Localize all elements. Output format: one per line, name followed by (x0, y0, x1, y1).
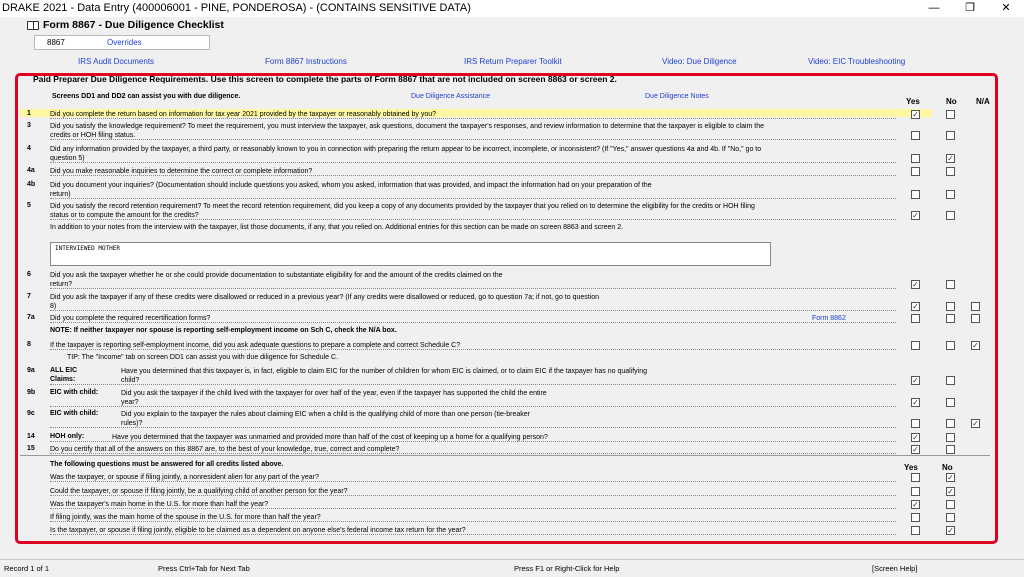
question-line: year? (121, 399, 139, 406)
question-number: 8 (27, 341, 31, 348)
leader-dots (50, 288, 896, 289)
question-number: 6 (27, 271, 31, 278)
checkbox-no[interactable] (946, 131, 955, 140)
leader-dots (50, 118, 896, 119)
leader-dots (50, 508, 896, 509)
question-line: Have you determined that this taxpayer is, in fact, eligible to claim EIC for the number of children for whom EIC is claimed, or to claim EIC if the taxpayer has no qualifying (121, 368, 648, 375)
question-number: 15 (27, 445, 35, 452)
checkbox-no[interactable] (946, 341, 955, 350)
question-line: rules)? (121, 420, 143, 427)
status-screen-help[interactable]: [Screen Help] (872, 564, 918, 573)
question-line: Did you ask the taxpayer if the child lived with the taxpayer for over half of the year, even if the taxpayer has supported the child the entire (121, 390, 547, 397)
checkbox-na[interactable]: ✓ (972, 341, 979, 350)
status-help: Press F1 or Right-Click for Help (514, 564, 620, 573)
question-line: Did you document your inquiries? (Documentation should include questions you asked, whom you asked, information that was provided, and impact the information had on your preparation of the (50, 182, 652, 189)
leader-dots (50, 453, 896, 454)
status-record: Record 1 of 1 (4, 564, 50, 573)
question-number: 7a (27, 314, 35, 321)
question-line: Did you complete the required recertification forms? (50, 315, 211, 322)
checkbox-no[interactable] (946, 167, 955, 176)
question-line: Have you determined that the taxpayer was unmarried and provided more than half of the cost of keeping up a home for a qualifying person? (112, 434, 548, 441)
question-number: 7 (27, 293, 31, 300)
leader-dots (50, 495, 896, 496)
question-number: 9c (27, 410, 35, 417)
leader-dots (50, 162, 896, 163)
leader-dots (50, 406, 896, 407)
label-hoh-only: HOH only: (50, 433, 85, 440)
q5-note: In addition to your notes from the interview with the taxpayer, list those documents, if any, that you relied on. Additional entries for this section can be made on screen 8863 and screen 2. (50, 224, 624, 231)
checkbox-yes[interactable] (911, 513, 920, 522)
link-irs-audit-documents[interactable]: IRS Audit Documents (78, 57, 155, 66)
checkbox-na[interactable] (971, 314, 980, 323)
leader-dots (50, 534, 896, 535)
checkbox-no[interactable] (946, 302, 955, 311)
checkbox-yes[interactable] (911, 314, 920, 323)
link-video-eic-troubleshooting[interactable]: Video: EIC Troubleshooting (808, 57, 906, 66)
checkbox-no[interactable] (946, 211, 955, 220)
question-number: 3 (27, 122, 31, 129)
question-line: Did you satisfy the knowledge requirement? To meet the requirement, you must interview the taxpayer, ask questions, document the taxpayer's responses, and review information to determine that the taxpayer is eligible to claim the (50, 123, 765, 130)
form-header (27, 19, 224, 31)
question-line: Did any information provided by the taxpayer, a third party, or reasonably known to you in connection with preparing the return appear to be incorrect, incomplete, or inconsistent? (If "Yes," answer questions 4a and 4b. If "No," go to (50, 146, 762, 153)
checkbox-yes[interactable] (911, 131, 920, 140)
question-line: If the taxpayer is reporting self-employment income, did you ask adequate questions to prepare a complete and correct Schedule C? (50, 342, 461, 349)
checkbox-yes[interactable]: ✓ (912, 376, 919, 385)
bottom-col-yes: Yes (904, 463, 918, 472)
checkbox-no[interactable] (946, 433, 955, 442)
bottom-question-text: Is the taxpayer, or spouse if filing jointly, eligible to be claimed as a dependent on anyone else's federal income tax return for the year? (50, 527, 466, 534)
question-line: status or to compute the amount for the credits? (50, 212, 199, 219)
bottom-col-no: No (942, 463, 953, 472)
link-video-due-diligence[interactable]: Video: Due Diligence (662, 57, 737, 66)
checkbox-no[interactable]: ✓ (947, 473, 954, 482)
checkbox-yes[interactable]: ✓ (912, 110, 919, 119)
question-line: question 5) (50, 155, 85, 162)
checkbox-na[interactable] (971, 302, 980, 311)
minimize-button[interactable]: — (928, 2, 940, 14)
checkbox-no[interactable] (946, 280, 955, 289)
checkbox-no[interactable] (946, 376, 955, 385)
checkbox-no[interactable]: ✓ (947, 526, 954, 535)
bottom-question-text: If filing jointly, was the main home of the spouse in the U.S. for more than half the year? (50, 514, 321, 521)
question-line: credits or HOH filing status. (50, 132, 136, 139)
book-icon (27, 21, 39, 30)
leader-dots (50, 175, 896, 176)
question-line: Did you complete the return based on information for tax year 2021 provided by the taxpayer or reasonably obtained by you? (50, 111, 437, 118)
question-number: 14 (27, 433, 35, 440)
leader-dots (50, 441, 896, 442)
bottom-question-text: Could the taxpayer, or spouse if filing jointly, be a qualifying child of another person for the year? (50, 488, 348, 495)
question-line: Did you explain to the taxpayer the rules about claiming EIC when a child is the qualifying child of more than one person (tie-breaker (121, 411, 530, 418)
checkbox-no[interactable] (946, 500, 955, 509)
question-number: 9a (27, 367, 35, 374)
screens-note: Screens DD1 and DD2 can assist you with due diligence. (52, 93, 241, 100)
checkbox-no[interactable] (946, 419, 955, 428)
question-number: 9b (27, 389, 36, 396)
tab-overrides[interactable]: Overrides (107, 38, 142, 47)
checkbox-no[interactable]: ✓ (947, 487, 954, 496)
question-line: Did you ask the taxpayer if any of these credits were disallowed or reduced in a previous year? (If any credits were disallowed or reduced, go to question 7a; if not, go to question (50, 294, 600, 301)
status-bar (0, 559, 1024, 576)
question-line: Did you satisfy the record retention requirement? To meet the record retention requirement, did you keep a copy of any documents provided by the taxpayer that you relied on to determine the eligibility for the credits or HOH filing (50, 203, 755, 210)
col-no: No (946, 97, 957, 106)
leader-dots (50, 427, 896, 428)
checkbox-no[interactable] (946, 314, 955, 323)
checkbox-yes[interactable] (911, 167, 920, 176)
col-yes: Yes (906, 97, 920, 106)
close-button[interactable]: ✕ (1001, 2, 1011, 14)
question-line: 8) (50, 303, 57, 310)
question-line: return? (50, 281, 73, 288)
label-all-eic: ALL EIC (50, 367, 78, 374)
restore-button[interactable]: ❐ (965, 2, 975, 14)
checkbox-no[interactable] (946, 398, 955, 407)
checkbox-yes[interactable] (911, 473, 920, 482)
question-number: 5 (27, 202, 31, 209)
leader-dots (50, 139, 896, 140)
checkbox-yes[interactable] (911, 487, 920, 496)
checkbox-yes[interactable] (911, 154, 920, 163)
note-na: NOTE: If neither taxpayer nor spouse is reporting self-employment income on Sch C, check the N/A box. (50, 327, 397, 334)
question-text (121, 389, 892, 407)
link-irs-preparer-toolkit[interactable]: IRS Return Preparer Toolkit (464, 57, 562, 66)
label-eic-child-9c: EIC with child: (50, 410, 99, 417)
checkbox-yes[interactable]: ✓ (912, 302, 919, 311)
bottom-header: The following questions must be answered for all credits listed above. (50, 461, 284, 468)
tab-8867[interactable]: 8867 (47, 38, 65, 47)
checkbox-yes[interactable] (911, 526, 920, 535)
checkbox-no[interactable] (946, 445, 955, 454)
link-form-8867-instructions[interactable]: Form 8867 Instructions (265, 57, 347, 66)
question-text (50, 293, 892, 311)
leader-dots (50, 198, 896, 199)
checkbox-na[interactable]: ✓ (972, 419, 979, 428)
question-line: Did you ask the taxpayer whether he or she could provide documentation to substantiate eligibility for and the amount of the credits claimed on the (50, 272, 503, 279)
leader-dots (50, 481, 896, 482)
paid-preparer-header: Paid Preparer Due Diligence Requirements. Use this screen to complete the parts of Form 8867 that are not included on screen 8863 or screen 2. (33, 74, 617, 84)
checkbox-no[interactable] (946, 190, 955, 199)
question-line: Did you make reasonable inquiries to determine the correct or complete information? (50, 168, 313, 175)
label-claims: Claims: (50, 376, 76, 383)
form-8862-link[interactable]: Form 8862 (812, 315, 846, 322)
question-text (50, 202, 892, 220)
leader-dots (50, 521, 896, 522)
col-na: N/A (976, 97, 990, 106)
question-text (50, 271, 892, 289)
question-text (121, 410, 892, 428)
question-number: 4 (27, 145, 31, 152)
interview-notes-field[interactable]: INTERVIEWED MOTHER (50, 242, 771, 266)
title-bar (0, 0, 1024, 17)
leader-dots (50, 349, 896, 350)
question-line: Do you certify that all of the answers on this 8867 are, to the best of your knowledge, true, correct and complete? (50, 446, 400, 453)
question-text (50, 122, 892, 140)
checkbox-yes[interactable]: ✓ (912, 398, 919, 407)
window-title: DRAKE 2021 - Data Entry (400006001 - PINE, PONDEROSA) - (CONTAINS SENSITIVE DATA) (2, 2, 471, 14)
checkbox-yes[interactable]: ✓ (912, 280, 919, 289)
checkbox-yes[interactable]: ✓ (912, 500, 919, 509)
status-next-tab: Press Ctrl+Tab for Next Tab (158, 564, 250, 573)
leader-dots (50, 219, 896, 220)
checkbox-yes[interactable] (911, 341, 920, 350)
checkbox-no[interactable] (946, 513, 955, 522)
checkbox-yes[interactable]: ✓ (912, 433, 919, 442)
form-title: Form 8867 - Due Diligence Checklist (43, 19, 224, 31)
checkbox-yes[interactable]: ✓ (912, 211, 919, 220)
question-number: 4b (27, 181, 36, 188)
leader-dots (50, 310, 896, 311)
section-divider (20, 455, 990, 456)
question-line: child? (121, 377, 140, 384)
checkbox-no[interactable]: ✓ (947, 154, 954, 163)
question-text (50, 181, 892, 199)
question-line: return) (50, 191, 71, 198)
leader-dots (50, 322, 896, 323)
question-text (121, 367, 892, 385)
dd-notes-link[interactable]: Due Diligence Notes (645, 93, 709, 100)
label-eic-child-9b: EIC with child: (50, 389, 99, 396)
checkbox-yes[interactable] (911, 419, 920, 428)
checkbox-yes[interactable]: ✓ (912, 445, 919, 454)
checkbox-yes[interactable] (911, 190, 920, 199)
question-number: 1 (27, 110, 31, 117)
question-text (50, 145, 892, 163)
question-number: 4a (27, 167, 35, 174)
tip-income: TIP: The "Income" tab on screen DD1 can assist you with due diligence for Schedule C. (67, 354, 338, 361)
dd-assistance-link[interactable]: Due Diligence Assistance (411, 93, 490, 100)
bottom-question-text: Was the taxpayer, or spouse if filing jointly, a nonresident alien for any part of the year? (50, 474, 319, 481)
form-tabs (34, 35, 210, 50)
checkbox-no[interactable] (946, 110, 955, 119)
leader-dots (50, 384, 896, 385)
bottom-question-text: Was the taxpayer's main home in the U.S. for more than half the year? (50, 501, 269, 508)
